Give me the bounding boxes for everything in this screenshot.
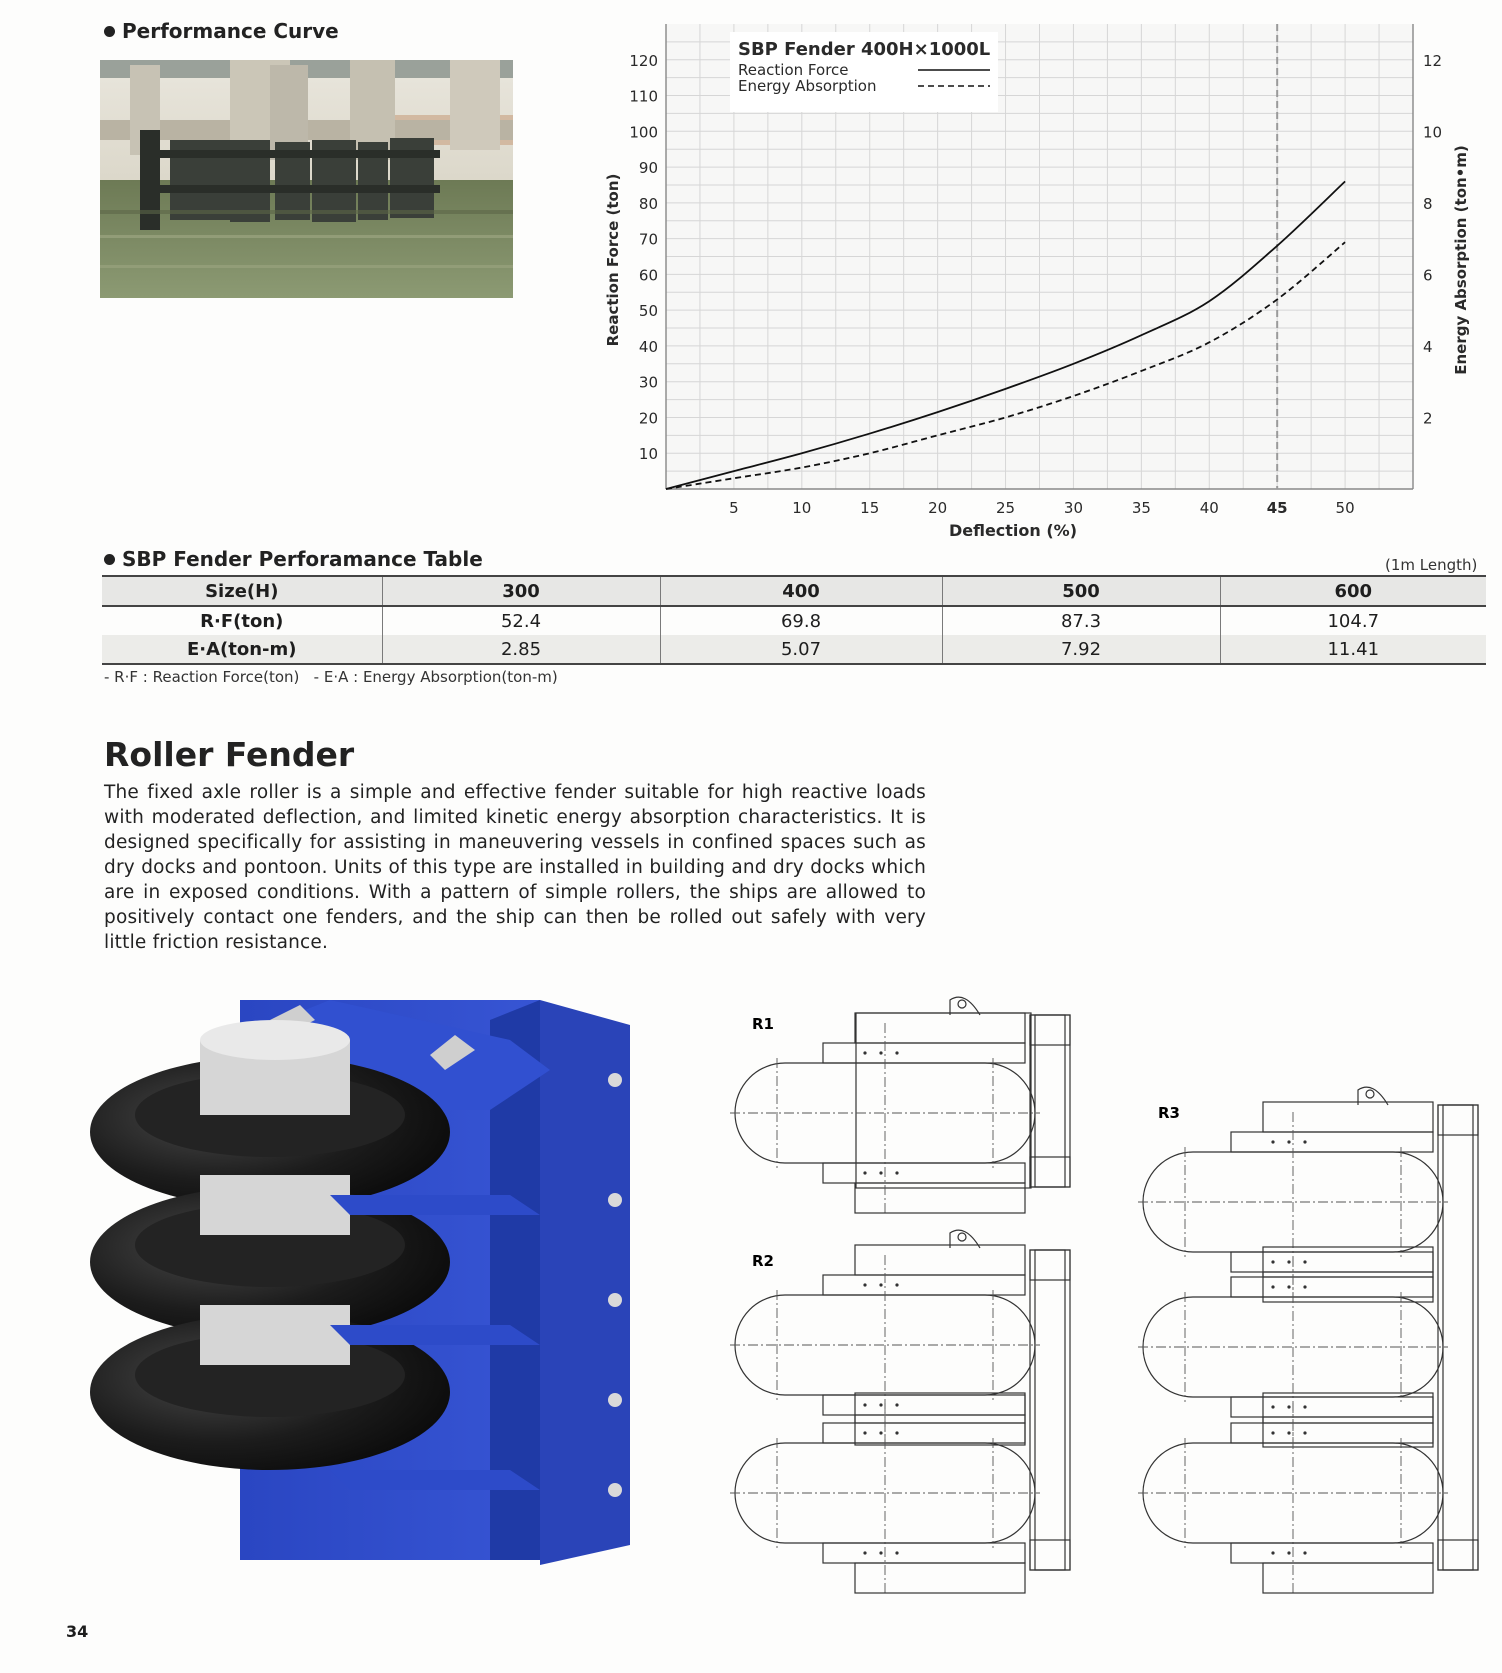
- x-tick-label: 10: [792, 499, 812, 517]
- fender-installation-photo: [100, 60, 513, 298]
- bolt-dot: [1303, 1551, 1306, 1554]
- y-tick-label: 100: [629, 123, 658, 142]
- bolt-dot: [879, 1171, 882, 1174]
- bolt-dot: [1303, 1405, 1306, 1408]
- y2-tick-label: 4: [1423, 337, 1433, 356]
- r1-base: [856, 1013, 1031, 1188]
- table-cell: 104.7: [1220, 606, 1486, 635]
- y-tick-label: 10: [638, 445, 658, 464]
- roller-body: [735, 1443, 1035, 1543]
- bracket-lower: [855, 1563, 1025, 1593]
- y2-axis-label: Energy Absorption (ton•m): [1452, 145, 1470, 375]
- lifting-lug-hole: [958, 1000, 966, 1008]
- drawing-label-r1: R1: [752, 1015, 774, 1033]
- mounting-frame-inner: [1443, 1105, 1473, 1570]
- bullet-icon: [104, 26, 115, 37]
- frame-cap: [1030, 1015, 1070, 1045]
- bolt-dot: [863, 1171, 866, 1174]
- bracket-plate: [823, 1275, 1025, 1295]
- bracket-plate: [823, 1423, 1025, 1443]
- lifting-lug: [950, 997, 980, 1015]
- roller-fender-description: The fixed axle roller is a simple and effective fender suitable for high reactive loads with moderated deflection, and limited kinetic energy absorption characteristics. It is designed specifically for assisting in maneuvering vessels in confined spaces such as dry docks and pontoon. Units of this type are installed in building and dry docks which are in exposed conditions. With a pattern of simple rollers, the ships are allowed to positively contact one fenders, and the ship can then be rolled out safely with very little friction resistance.: [104, 782, 926, 953]
- bracket-plate: [1231, 1543, 1433, 1563]
- bolt-dot: [895, 1051, 898, 1054]
- bolt-dot: [879, 1403, 882, 1406]
- lifting-lug: [1358, 1087, 1388, 1105]
- drawing-label-r2: R2: [752, 1252, 774, 1270]
- y-axis-label: Reaction Force (ton): [604, 173, 622, 347]
- roller-body: [735, 1063, 1035, 1163]
- y-tick-label: 50: [638, 302, 658, 321]
- frame-cap: [1030, 1540, 1070, 1570]
- bracket-plate: [823, 1043, 1025, 1063]
- bolt-dot: [879, 1431, 882, 1434]
- bolt-dot: [1271, 1405, 1274, 1408]
- bracket-plate: [823, 1543, 1025, 1563]
- y-tick-label: 80: [638, 194, 658, 213]
- drawing-r2: [730, 1230, 1070, 1593]
- bracket-upper: [1263, 1102, 1433, 1132]
- bolt-dot: [1303, 1260, 1306, 1263]
- bolt-dot: [1303, 1140, 1306, 1143]
- y2-tick-label: 8: [1423, 194, 1433, 213]
- bolt-dot: [879, 1051, 882, 1054]
- lifting-lug-hole: [958, 1233, 966, 1241]
- x-tick-label: 35: [1131, 499, 1151, 517]
- table-cell: 87.3: [942, 606, 1220, 635]
- roller-body: [1143, 1297, 1443, 1397]
- y-tick-label: 120: [629, 51, 658, 70]
- bracket-plate: [1231, 1132, 1433, 1152]
- frame-cap: [1030, 1157, 1070, 1187]
- bracket-plate: [1231, 1252, 1433, 1272]
- x-tick-label: 20: [928, 499, 948, 517]
- bracket-upper: [1263, 1393, 1433, 1423]
- table-header-cell: 400: [660, 576, 942, 606]
- roller-body: [1143, 1152, 1443, 1252]
- bolt-dot: [1271, 1551, 1274, 1554]
- frame-cap: [1438, 1540, 1478, 1570]
- table-cell: 7.92: [942, 635, 1220, 664]
- performance-chart: [590, 20, 1480, 540]
- mounting-frame: [1438, 1105, 1478, 1570]
- y2-tick-label: 12: [1423, 51, 1443, 70]
- frame-cap: [1438, 1105, 1478, 1135]
- bolt-dot: [895, 1283, 898, 1286]
- x-tick-label: 50: [1335, 499, 1355, 517]
- y-tick-label: 20: [638, 409, 658, 428]
- table-row: [102, 606, 1486, 635]
- bracket-plate: [1231, 1397, 1433, 1417]
- x-tick-label: 40: [1199, 499, 1219, 517]
- bracket-lower: [855, 1183, 1025, 1213]
- chart-title: SBP Fender 400H×1000L: [738, 39, 991, 60]
- roller-fender-3d-illustration: [90, 1000, 650, 1570]
- bolt-dot: [1271, 1431, 1274, 1434]
- bolt-dot: [863, 1551, 866, 1554]
- table-cell: 52.4: [382, 606, 660, 635]
- y-tick-label: 30: [638, 373, 658, 392]
- drawing-r3: [1138, 1087, 1478, 1593]
- table-row: [102, 635, 1486, 664]
- bracket-plate: [823, 1395, 1025, 1415]
- legend-reaction-force: Reaction Force: [738, 61, 849, 79]
- x-tick-label: 30: [1063, 499, 1084, 517]
- roller-fender-title: Roller Fender: [104, 735, 355, 774]
- x-tick-label: 45: [1266, 499, 1288, 517]
- table-cell: 11.41: [1220, 635, 1486, 664]
- bolt-dot: [1303, 1431, 1306, 1434]
- bracket-lower: [1263, 1417, 1433, 1447]
- bracket-lower: [1263, 1563, 1433, 1593]
- bolt-dot: [1287, 1260, 1290, 1263]
- bolt-dot: [879, 1283, 882, 1286]
- x-tick-label: 15: [860, 499, 880, 517]
- bolt-dot: [863, 1051, 866, 1054]
- mounting-frame: [1030, 1015, 1070, 1187]
- bolt-dot: [1287, 1405, 1290, 1408]
- row-label: E·A(ton-m): [102, 635, 382, 664]
- lifting-lug-hole: [1366, 1090, 1374, 1098]
- table-header-cell: 300: [382, 576, 660, 606]
- legend-energy-absorption: Energy Absorption: [738, 77, 877, 95]
- table-footnote: - R·F : Reaction Force(ton) - E·A : Energy Absorption(ton-m): [104, 668, 558, 686]
- drawing-label-r3: R3: [1158, 1104, 1180, 1122]
- y2-tick-label: 6: [1423, 266, 1433, 285]
- roller-body: [1143, 1443, 1443, 1543]
- x-axis-label: Deflection (%): [948, 521, 1078, 540]
- page-number: 34: [66, 1622, 89, 1641]
- table-header-cell: 600: [1220, 576, 1486, 606]
- bolt-dot: [863, 1431, 866, 1434]
- mounting-frame-inner: [1035, 1015, 1065, 1187]
- table-cell: 2.85: [382, 635, 660, 664]
- y-tick-label: 60: [638, 266, 658, 285]
- lifting-lug: [950, 1230, 980, 1248]
- performance-curve-heading: Performance Curve: [104, 19, 339, 43]
- bolt-dot: [1303, 1285, 1306, 1288]
- bullet-icon: [104, 554, 115, 565]
- table-cell: 5.07: [660, 635, 942, 664]
- y-tick-label: 90: [638, 159, 658, 178]
- performance-table: [102, 575, 1486, 665]
- bolt-dot: [1271, 1140, 1274, 1143]
- frame-cap: [1030, 1250, 1070, 1280]
- table-header-cell: 500: [942, 576, 1220, 606]
- bolt-dot: [895, 1431, 898, 1434]
- table-heading: SBP Fender Perforamance Table: [104, 547, 483, 571]
- bracket-plate: [1231, 1423, 1433, 1443]
- table-header-row: [102, 576, 1486, 606]
- bolt-dot: [1271, 1285, 1274, 1288]
- bracket-lower: [1263, 1272, 1433, 1302]
- y-tick-label: 110: [629, 87, 658, 106]
- y-tick-label: 40: [638, 337, 658, 356]
- bolt-dot: [863, 1283, 866, 1286]
- bolt-dot: [1287, 1551, 1290, 1554]
- bracket-upper: [855, 1013, 1025, 1043]
- bracket-upper: [855, 1245, 1025, 1275]
- bracket-upper: [855, 1393, 1025, 1423]
- bolt-dot: [1287, 1431, 1290, 1434]
- mounting-frame: [1030, 1250, 1070, 1570]
- bracket-upper: [1263, 1247, 1433, 1277]
- bracket-plate: [823, 1163, 1025, 1183]
- y-tick-label: 70: [638, 230, 658, 249]
- length-note: (1m Length): [1385, 556, 1478, 574]
- bolt-dot: [1271, 1260, 1274, 1263]
- row-label: R·F(ton): [200, 610, 284, 632]
- table-header-cell: Size(H): [102, 576, 382, 606]
- x-tick-label: 5: [729, 499, 739, 517]
- mounting-frame-inner: [1035, 1250, 1065, 1570]
- drawing-r1: [730, 997, 1070, 1213]
- bolt-dot: [1287, 1140, 1290, 1143]
- roller-body: [735, 1295, 1035, 1395]
- bolt-dot: [879, 1551, 882, 1554]
- bolt-dot: [895, 1403, 898, 1406]
- bolt-dot: [895, 1551, 898, 1554]
- table-cell: 69.8: [660, 606, 942, 635]
- bolt-dot: [895, 1171, 898, 1174]
- x-tick-label: 25: [995, 499, 1016, 517]
- bracket-lower: [855, 1415, 1025, 1445]
- y2-tick-label: 10: [1423, 123, 1443, 142]
- y2-tick-label: 2: [1423, 409, 1433, 428]
- bolt-dot: [863, 1403, 866, 1406]
- bracket-plate: [1231, 1277, 1433, 1297]
- bolt-dot: [1287, 1285, 1290, 1288]
